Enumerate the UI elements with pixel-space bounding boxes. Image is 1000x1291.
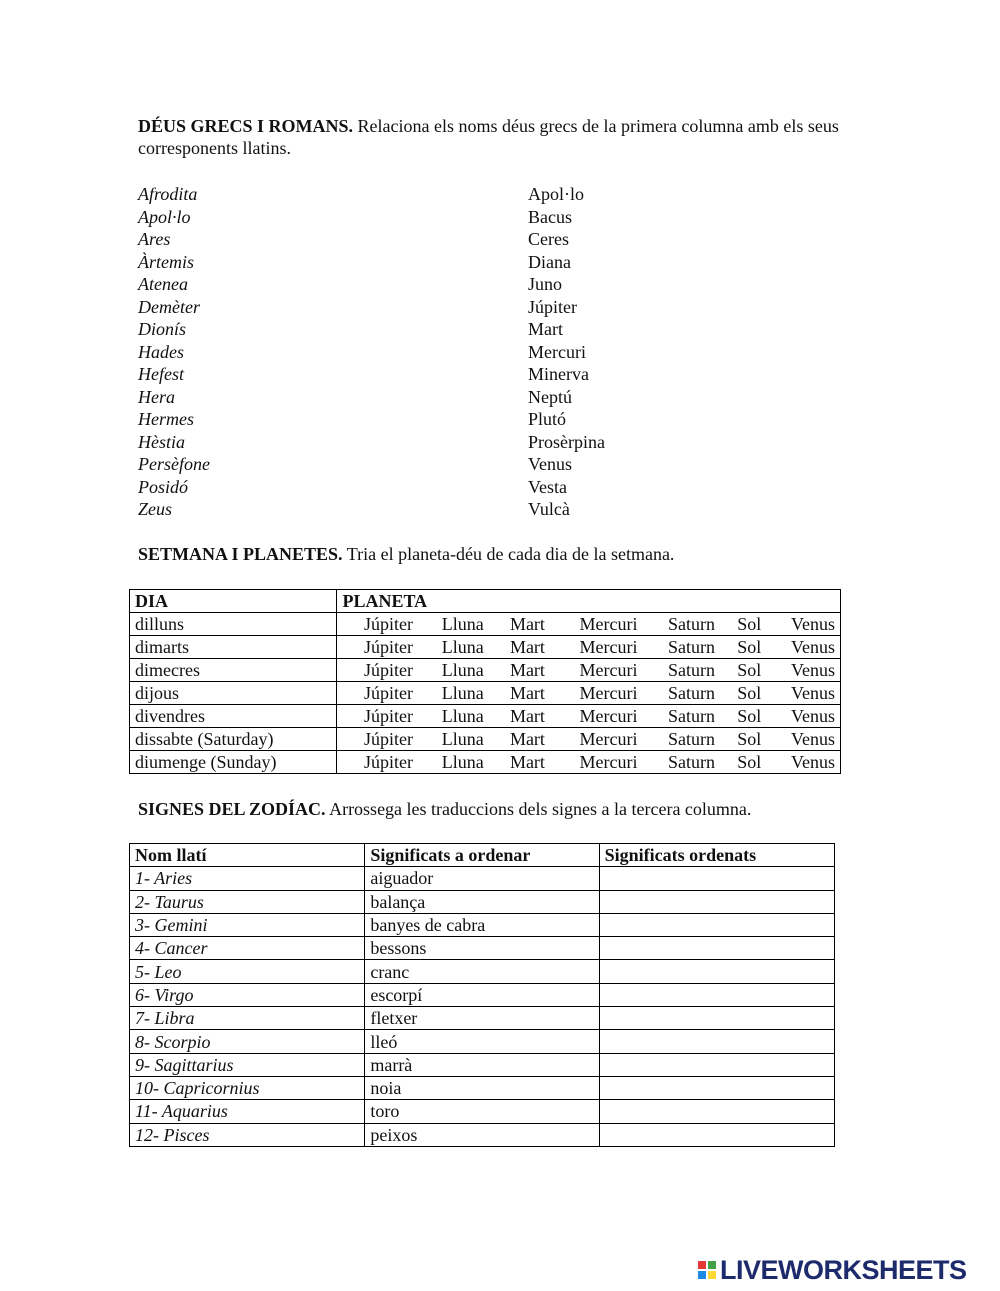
- zodiac-row: [130, 867, 835, 890]
- section-gods-title: DÉUS GRECS I ROMANS.: [138, 116, 354, 136]
- greek-god-name: Zeus: [138, 499, 173, 519]
- planet-option[interactable]: Sol: [720, 751, 766, 774]
- planet-option[interactable]: Júpiter: [337, 728, 418, 751]
- latin-god-name: Mercuri: [528, 341, 586, 362]
- zodiac-latin-name: 4- Cancer: [130, 937, 365, 960]
- latin-god-name: Bacus: [528, 206, 572, 227]
- planet-option[interactable]: Lluna: [418, 751, 489, 774]
- zodiac-row: [130, 1123, 835, 1146]
- zodiac-drop-target[interactable]: [599, 913, 834, 936]
- zodiac-meaning-draggable[interactable]: escorpí: [365, 983, 599, 1006]
- planet-option[interactable]: Sol: [720, 682, 766, 705]
- planet-option[interactable]: Saturn: [642, 728, 720, 751]
- latin-god-name: Juno: [528, 274, 563, 294]
- greek-god-name: Hèstia: [138, 431, 185, 452]
- zodiac-drop-target[interactable]: [599, 867, 834, 890]
- planet-option[interactable]: Lluna: [418, 705, 489, 728]
- week-row: [130, 705, 841, 728]
- zodiac-meaning-draggable[interactable]: cranc: [365, 960, 599, 983]
- greek-god-name: Hera: [138, 386, 175, 407]
- zodiac-drop-target[interactable]: [599, 1007, 834, 1030]
- planet-option[interactable]: Lluna: [418, 728, 489, 751]
- zodiac-row: [130, 1100, 835, 1123]
- section-zodiac-heading: [138, 798, 858, 820]
- planet-option[interactable]: Mart: [489, 613, 550, 636]
- zodiac-row: [130, 913, 835, 936]
- logo-blocks-icon: [698, 1261, 716, 1279]
- greek-god-name: Hefest: [138, 364, 184, 384]
- planet-option[interactable]: Júpiter: [337, 659, 418, 682]
- latin-god-name: Vesta: [528, 476, 567, 497]
- planet-option[interactable]: Sol: [720, 636, 766, 659]
- logo-block: [698, 1271, 706, 1279]
- zodiac-drop-target[interactable]: [599, 1030, 834, 1053]
- greek-god-name: Demèter: [138, 296, 200, 317]
- section-week-title: SETMANA I PLANETES.: [138, 544, 343, 564]
- planet-option[interactable]: Mercuri: [550, 613, 643, 636]
- zodiac-meaning-draggable[interactable]: fletxer: [365, 1007, 599, 1030]
- section-zodiac-title: SIGNES DEL ZODÍAC.: [138, 799, 326, 819]
- planet-option[interactable]: Saturn: [642, 659, 720, 682]
- planet-option[interactable]: Lluna: [418, 636, 489, 659]
- planet-option[interactable]: Sol: [720, 659, 766, 682]
- zodiac-latin-name: 7- Libra: [130, 1007, 365, 1030]
- header-meanings-to-sort: Significats a ordenar: [365, 844, 599, 867]
- planet-option[interactable]: Venus: [766, 659, 840, 682]
- logo-block: [708, 1271, 716, 1279]
- greek-god-name: Ares: [138, 229, 171, 249]
- planet-option[interactable]: Mart: [489, 636, 550, 659]
- zodiac-row: [130, 1030, 835, 1053]
- greek-god-name: Apol·lo: [138, 206, 191, 227]
- week-row: [130, 636, 841, 659]
- planet-option[interactable]: Venus: [766, 705, 840, 728]
- planet-option[interactable]: Mart: [489, 682, 550, 705]
- planet-option[interactable]: Saturn: [642, 636, 720, 659]
- latin-god-name: Minerva: [528, 364, 589, 384]
- zodiac-meaning-draggable[interactable]: bessons: [365, 937, 599, 960]
- day-name: divendres: [130, 705, 337, 728]
- week-row: [130, 659, 841, 682]
- logo-block: [698, 1261, 706, 1269]
- week-planets-table: [129, 589, 841, 774]
- latin-god-name: Venus: [528, 454, 572, 474]
- week-row: [130, 682, 841, 705]
- zodiac-latin-name: 5- Leo: [130, 960, 365, 983]
- zodiac-meaning-draggable[interactable]: aiguador: [365, 867, 599, 890]
- latin-god-name: Plutó: [528, 409, 567, 429]
- zodiac-latin-name: 11- Aquarius: [130, 1100, 365, 1123]
- header-day: DIA: [130, 590, 337, 613]
- zodiac-latin-name: 3- Gemini: [130, 913, 365, 936]
- planet-option[interactable]: Venus: [766, 682, 840, 705]
- latin-god-name: Neptú: [528, 386, 572, 407]
- section-week-heading: [138, 543, 858, 565]
- zodiac-meaning-draggable[interactable]: banyes de cabra: [365, 913, 599, 936]
- logo-text: LIVEWORKSHEETS: [720, 1255, 967, 1285]
- greek-god-name: Persèfone: [138, 454, 210, 474]
- zodiac-meaning-draggable[interactable]: lleó: [365, 1030, 599, 1053]
- planet-option[interactable]: Júpiter: [337, 751, 418, 774]
- zodiac-meaning-draggable[interactable]: toro: [365, 1100, 599, 1123]
- zodiac-meaning-draggable[interactable]: marrà: [365, 1053, 599, 1076]
- zodiac-drop-target[interactable]: [599, 960, 834, 983]
- latin-god-name: Apol·lo: [528, 184, 584, 204]
- greek-god-name: Dionís: [138, 319, 187, 339]
- liveworksheets-logo: [698, 1255, 967, 1285]
- zodiac-row: [130, 1076, 835, 1099]
- latin-god-name: Ceres: [528, 229, 569, 249]
- greek-god-name: Atenea: [138, 274, 188, 294]
- greek-god-name: Posidó: [138, 476, 189, 497]
- planet-option[interactable]: Mercuri: [550, 682, 643, 705]
- day-name: dijous: [130, 682, 337, 705]
- zodiac-table: [129, 843, 835, 1147]
- planet-option[interactable]: Mercuri: [550, 705, 643, 728]
- week-row: [130, 613, 841, 636]
- day-name: dimecres: [130, 659, 337, 682]
- week-row: [130, 751, 841, 774]
- logo-block: [708, 1261, 716, 1269]
- zodiac-row: [130, 1007, 835, 1030]
- planet-option[interactable]: Mart: [489, 751, 550, 774]
- header-planet: PLANETA: [337, 590, 841, 613]
- header-latin-name: Nom llatí: [130, 844, 365, 867]
- planet-option[interactable]: Saturn: [642, 682, 720, 705]
- day-name: diumenge (Sunday): [130, 751, 337, 774]
- zodiac-drop-target[interactable]: [599, 1100, 834, 1123]
- latin-god-name: Júpiter: [528, 296, 577, 317]
- zodiac-latin-name: 1- Aries: [130, 867, 365, 890]
- zodiac-drop-target[interactable]: [599, 1053, 834, 1076]
- zodiac-meaning-draggable[interactable]: noia: [365, 1076, 599, 1099]
- section-week-instructions: Tria el planeta-déu de cada dia de la setmana.: [342, 544, 675, 564]
- greek-god-name: Afrodita: [138, 184, 198, 204]
- section-gods-instructions: Relaciona els noms déus grecs de la primera columna amb els seus corresponents llatins.: [138, 116, 839, 158]
- planet-option[interactable]: Mart: [489, 659, 550, 682]
- zodiac-drop-target[interactable]: [599, 890, 834, 913]
- planet-option[interactable]: Mart: [489, 728, 550, 751]
- section-zodiac-instructions: Arrossega les traduccions dels signes a la tercera columna.: [325, 799, 752, 819]
- day-name: dissabte (Saturday): [130, 728, 337, 751]
- planet-option[interactable]: Saturn: [642, 613, 720, 636]
- day-name: dilluns: [130, 613, 337, 636]
- zodiac-drop-target[interactable]: [599, 983, 834, 1006]
- planet-option[interactable]: Júpiter: [337, 682, 418, 705]
- zodiac-latin-name: 10- Capricornius: [130, 1076, 365, 1099]
- week-row: [130, 728, 841, 751]
- planet-option[interactable]: Júpiter: [337, 636, 418, 659]
- planet-option[interactable]: Venus: [766, 636, 840, 659]
- header-sorted-meanings: Significats ordenats: [599, 844, 834, 867]
- planet-option[interactable]: Venus: [766, 728, 840, 751]
- zodiac-row: [130, 960, 835, 983]
- planet-option[interactable]: Lluna: [418, 682, 489, 705]
- zodiac-table-header: [130, 844, 835, 867]
- planet-option[interactable]: Mart: [489, 705, 550, 728]
- zodiac-drop-target[interactable]: [599, 1076, 834, 1099]
- latin-god-name: Diana: [528, 251, 571, 272]
- zodiac-drop-target[interactable]: [599, 937, 834, 960]
- zodiac-latin-name: 9- Sagittarius: [130, 1053, 365, 1076]
- planet-option[interactable]: Venus: [766, 613, 840, 636]
- greek-god-name: Hermes: [138, 409, 194, 429]
- planet-option[interactable]: Mercuri: [550, 728, 643, 751]
- zodiac-latin-name: 12- Pisces: [130, 1123, 365, 1146]
- zodiac-row: [130, 890, 835, 913]
- planet-option[interactable]: Lluna: [418, 613, 489, 636]
- zodiac-row: [130, 1053, 835, 1076]
- planet-option[interactable]: Sol: [720, 705, 766, 728]
- latin-god-name: Prosèrpina: [528, 431, 605, 452]
- greek-god-name: Àrtemis: [138, 251, 194, 272]
- latin-god-name: Mart: [528, 319, 563, 339]
- zodiac-meaning-draggable[interactable]: balança: [365, 890, 599, 913]
- zodiac-meaning-draggable[interactable]: peixos: [365, 1123, 599, 1146]
- planet-option[interactable]: Júpiter: [337, 705, 418, 728]
- planet-option[interactable]: Júpiter: [337, 613, 418, 636]
- planet-option[interactable]: Sol: [720, 728, 766, 751]
- zodiac-row: [130, 983, 835, 1006]
- latin-gods-column: [528, 183, 605, 521]
- planet-option[interactable]: Mercuri: [550, 636, 643, 659]
- greek-god-name: Hades: [138, 341, 184, 362]
- latin-god-name: Vulcà: [528, 499, 570, 519]
- zodiac-latin-name: 6- Virgo: [130, 983, 365, 1006]
- zodiac-latin-name: 8- Scorpio: [130, 1030, 365, 1053]
- section-gods-heading: [138, 115, 858, 159]
- day-name: dimarts: [130, 636, 337, 659]
- planet-option[interactable]: Lluna: [418, 659, 489, 682]
- zodiac-latin-name: 2- Taurus: [130, 890, 365, 913]
- zodiac-row: [130, 937, 835, 960]
- greek-gods-column: [138, 183, 210, 521]
- week-table-header: [130, 590, 841, 613]
- zodiac-drop-target[interactable]: [599, 1123, 834, 1146]
- planet-option[interactable]: Mercuri: [550, 751, 643, 774]
- planet-option[interactable]: Mercuri: [550, 659, 643, 682]
- planet-option[interactable]: Venus: [766, 751, 840, 774]
- planet-option[interactable]: Saturn: [642, 751, 720, 774]
- planet-option[interactable]: Sol: [720, 613, 766, 636]
- planet-option[interactable]: Saturn: [642, 705, 720, 728]
